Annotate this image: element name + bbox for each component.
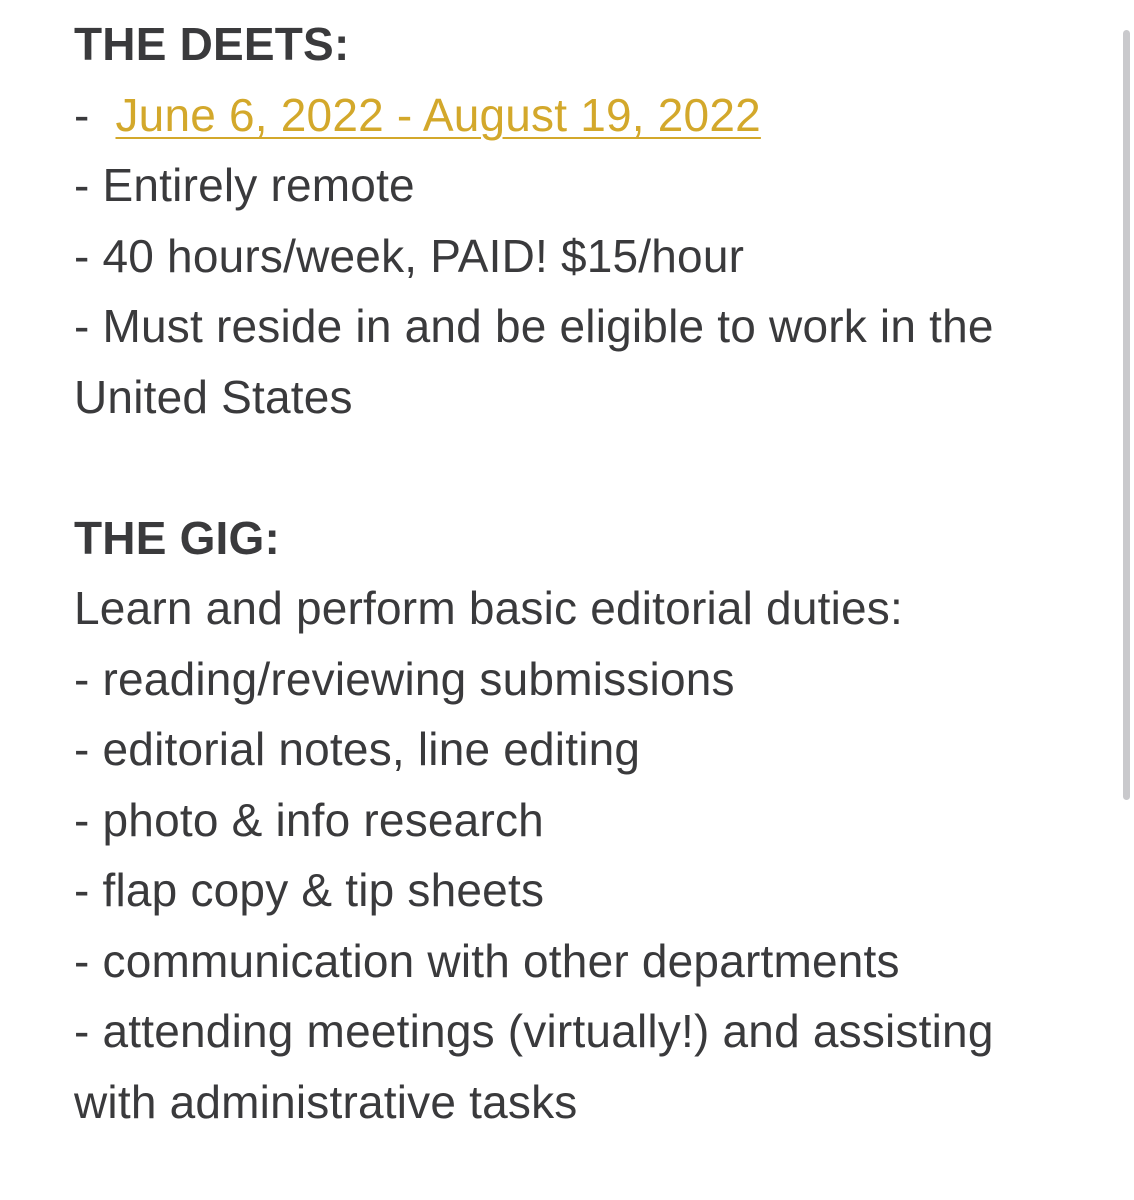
gig-item-flap-copy: - flap copy & tip sheets — [74, 864, 545, 916]
date-range-link[interactable]: June 6, 2022 - August 19, 2022 — [115, 88, 761, 141]
gig-heading: THE GIG: — [74, 511, 281, 564]
deets-item-eligibility: - Must reside in and be eligible to work in the United States — [74, 300, 994, 423]
gig-item-research: - photo & info research — [74, 793, 544, 846]
deets-heading: THE DEETS: — [74, 18, 350, 70]
date-range-prefix: - — [74, 88, 116, 141]
gig-item-reading: - reading/reviewing submissions — [74, 652, 735, 705]
deets-item-hours-pay: - 40 hours/week, PAID! $15/hour — [74, 229, 745, 282]
date-range-item — [74, 80, 1074, 151]
gig-item-meetings: - attending meetings (virtually!) and assisting with administrative tasks — [74, 1005, 994, 1128]
deets-item-remote: - Entirely remote — [74, 159, 415, 211]
gig-item-editorial-notes: - editorial notes, line editing — [74, 723, 641, 775]
blank-line — [74, 432, 1074, 503]
gig-item-communication: - communication with other departments — [74, 934, 900, 987]
note-body[interactable] — [74, 9, 1074, 1137]
vertical-scrollbar[interactable] — [1123, 30, 1130, 800]
gig-intro: Learn and perform basic editorial duties: — [74, 582, 903, 634]
